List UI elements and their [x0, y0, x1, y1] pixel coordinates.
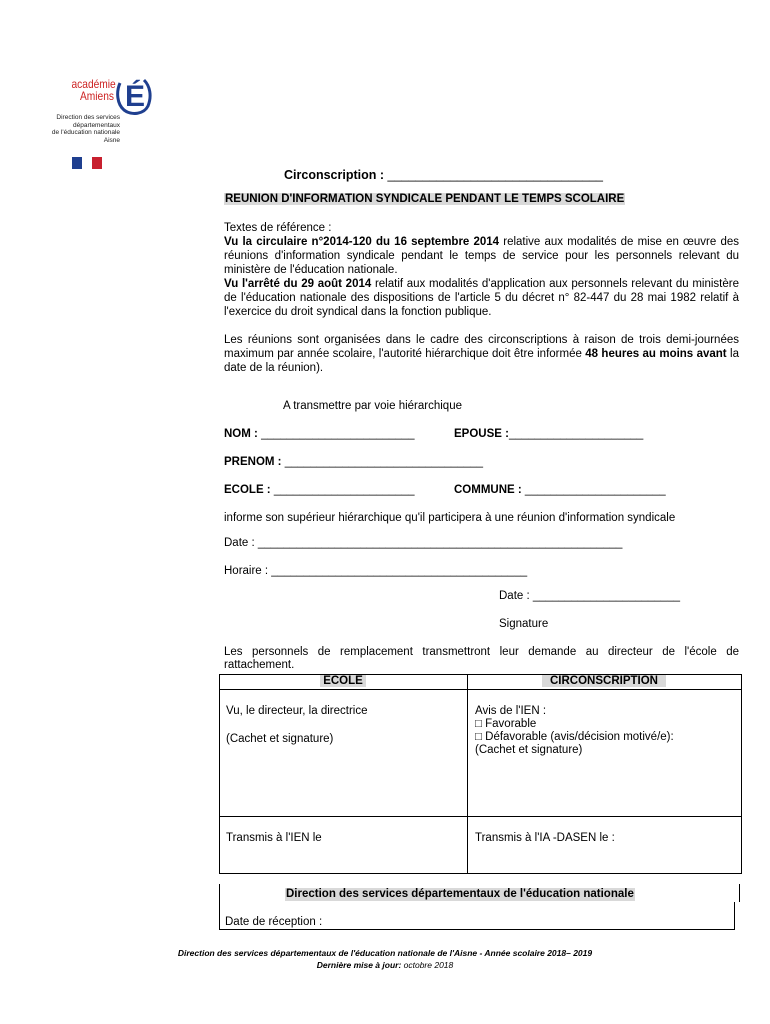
date-field[interactable]: Date : _________________________________________________________	[224, 537, 623, 549]
transmis-ia-text: Transmis à l'IA -DASEN le :	[475, 832, 615, 844]
organisation-paragraph: Les réunions sont organisées dans le cadre des circonscriptions à raison de trois demi-journées maximum par année scolaire, l'autorité hiérarchique doit être informée 48 heures au moins avant la date de la réunion).	[224, 334, 739, 374]
logo-letter: É	[125, 80, 146, 113]
prenom-field[interactable]: PRENOM : _______________________________	[224, 456, 483, 468]
nom-field[interactable]: NOM : ________________________	[224, 428, 415, 440]
transmis-ien-text: Transmis à l'IEN le	[226, 832, 322, 844]
footer-line2: Dernière mise à jour: octobre 2018	[316, 960, 454, 970]
ecole-column-header: ECOLE	[320, 675, 366, 687]
informe-text: informe son supérieur hiérarchique qu'il participera à une réunion d'information syndicale	[224, 512, 676, 524]
republique-flag-icon	[72, 157, 102, 175]
defavorable-checkbox[interactable]: □ Défavorable (avis/décision motivé/e):	[475, 731, 674, 743]
epouse-field[interactable]: EPOUSE :_____________________	[454, 428, 644, 440]
page-title: REUNION D'INFORMATION SYNDICALE PENDANT LE TEMPS SCOLAIRE	[225, 193, 625, 205]
footer-line1: Direction des services départementaux de l'éducation nationale de l'Aisne - Année scolaire 2018– 2019	[177, 948, 593, 958]
academie-e-logo-icon	[114, 66, 154, 118]
remplacement-note: Les personnels de remplacement transmettront leur demande au directeur de l'école de rattachement.	[224, 646, 739, 671]
ecole-field[interactable]: ECOLE : ______________________	[224, 484, 415, 496]
date-reception-field[interactable]: Date de réception :	[225, 916, 323, 928]
commune-field[interactable]: COMMUNE : ______________________	[454, 484, 666, 496]
favorable-checkbox[interactable]: □ Favorable	[475, 718, 537, 730]
ecole-approval-text: Vu, le directeur, la directrice	[226, 705, 368, 717]
academie-logo	[38, 58, 148, 188]
academie-wordmark: académie Amiens	[71, 77, 116, 103]
dsden-title: Direction des services départementaux de l'éducation nationale	[286, 888, 634, 900]
direction-caption: Direction des services départementaux de l'éducation nationale Aisne	[51, 114, 120, 144]
approval-table	[219, 674, 742, 874]
dsden-box	[219, 884, 740, 930]
signature-date-field[interactable]: Date : _______________________	[499, 590, 680, 602]
transmit-note: A transmettre par voie hiérarchique	[283, 400, 462, 412]
circonscription-column-header: CIRCONSCRIPTION	[542, 675, 666, 687]
ien-avis-block: Avis de l'IEN : □ Favorable □ Défavorable (avis/décision motivé/e): (Cachet et signature)	[475, 705, 674, 756]
signature-label: Signature	[499, 618, 549, 630]
ecole-cachet-text: (Cachet et signature)	[226, 733, 334, 745]
circonscription-field: Circonscription : _______________________________	[284, 168, 604, 182]
horaire-field[interactable]: Horaire : ________________________________________	[224, 565, 528, 577]
references-paragraph: Textes de référence : Vu la circulaire n°2014-120 du 16 septembre 2014 relative aux modalités de mise en œuvre des réunions d'information syndicale pendant le temps de service pour les personnels relevant du ministère de l'éducation nationale. Vu l'arrêté du 29 août 2014 relatif aux modalités d'application aux personnels relevant du ministère de l'éducation nationale des dispositions de l'article 5 du décret n° 82-447 du 28 mai 1982 relatif à l'exercice du droit syndical dans la fonction publique.	[224, 222, 739, 318]
